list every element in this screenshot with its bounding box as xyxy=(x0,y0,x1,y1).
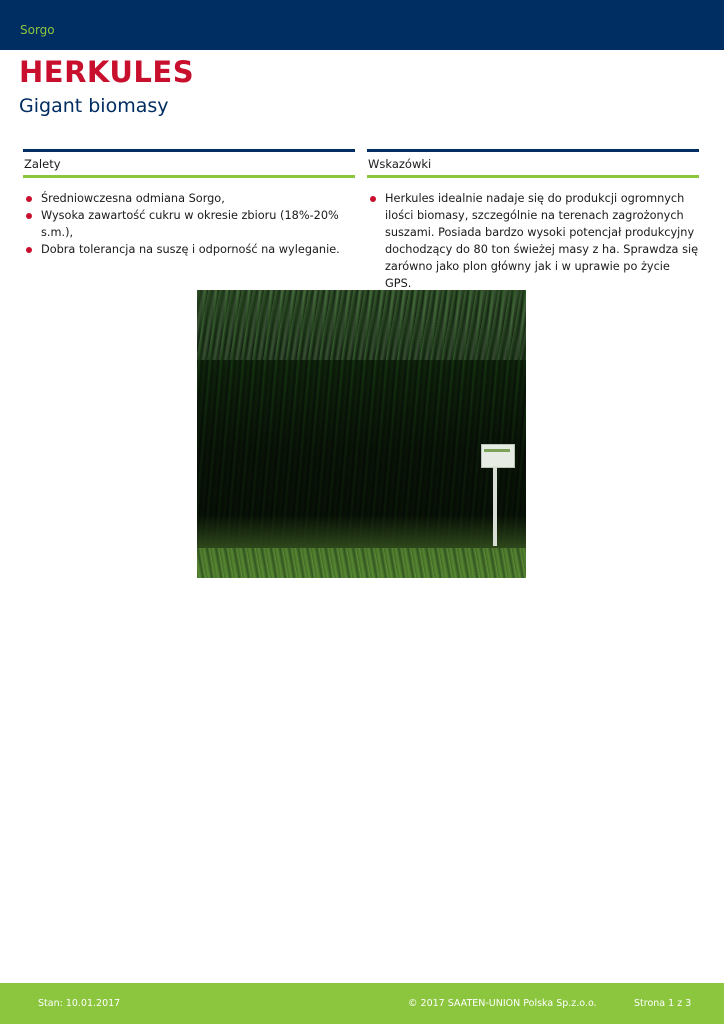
sorghum-field-photo xyxy=(197,290,526,578)
list-item-text: Wysoka zawartość cukru w okresie zbioru (18%-20% s.m.), xyxy=(41,209,339,239)
section-rule-bottom xyxy=(367,175,699,178)
footer-date: Stan: 10.01.2017 xyxy=(38,998,121,1009)
sign-post xyxy=(493,466,497,546)
footer-copyright: © 2017 SAATEN-UNION Polska Sp.z.o.o. xyxy=(408,998,597,1009)
section-rule-bottom xyxy=(23,175,355,178)
advantages-section xyxy=(23,149,355,258)
crop-category: Sorgo xyxy=(20,23,55,37)
tips-heading: Wskazówki xyxy=(368,157,432,171)
list-item xyxy=(23,241,355,258)
list-item xyxy=(23,190,355,207)
list-item-text: Dobra tolerancja na suszę i odporność na wyleganie. xyxy=(41,243,340,256)
tips-list xyxy=(367,190,699,292)
list-item-text: Średniowczesna odmiana Sorgo, xyxy=(41,192,225,205)
advantages-heading: Zalety xyxy=(24,157,61,171)
bullet-icon xyxy=(26,196,32,202)
sign-stripe xyxy=(484,449,510,452)
variety-subtitle: Gigant biomasy xyxy=(19,95,169,117)
variety-title: HERKULES xyxy=(19,55,195,89)
grass-strip xyxy=(197,548,526,578)
list-item-text: Herkules idealnie nadaje się do produkcji ogromnych ilości biomasy, szczególnie na terenach zagrożonych suszami. Posiada bardzo wysoki potencjał produkcyjny dochodzący do 80 ton świeżej masy z ha. Sprawdza się zarówno jako plon główny jak i w uprawie po życie GPS. xyxy=(385,192,699,290)
top-banner xyxy=(0,0,724,50)
footer-page-number: Strona 1 z 3 xyxy=(634,998,692,1009)
plant-tops xyxy=(197,290,526,360)
footer-bar xyxy=(0,983,724,1024)
list-item xyxy=(367,190,699,292)
field-sign xyxy=(481,444,515,468)
list-item xyxy=(23,207,355,241)
bullet-icon xyxy=(26,247,32,253)
tips-section xyxy=(367,149,699,292)
advantages-list xyxy=(23,190,355,258)
bullet-icon xyxy=(26,213,32,219)
bullet-icon xyxy=(370,196,376,202)
